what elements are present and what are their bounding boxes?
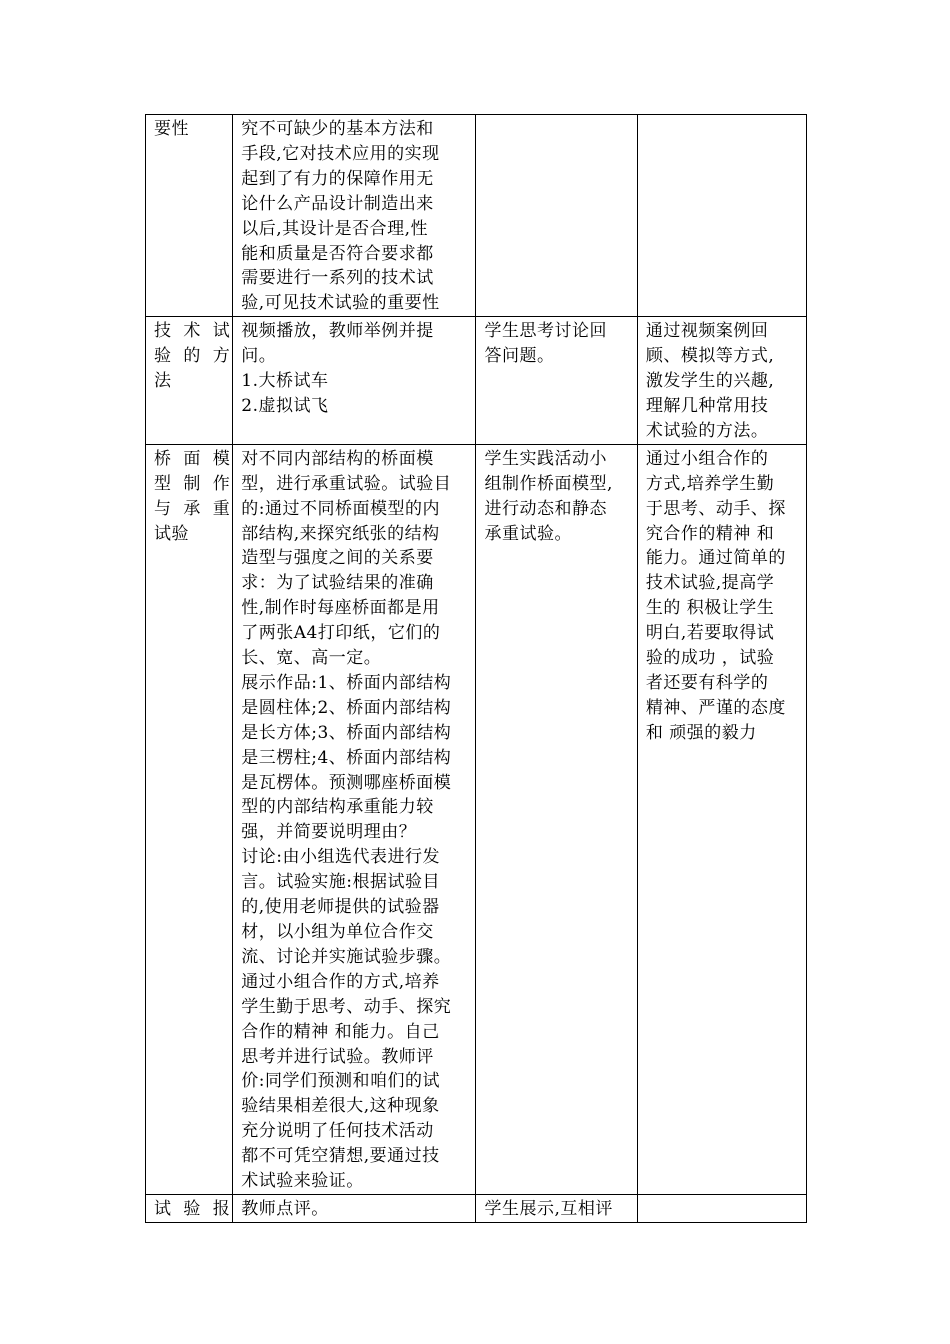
teacher-activity-text: 视频播放，教师举例并提 问。 1.大桥试车 2.虚拟试飞 xyxy=(241,321,434,416)
design-intent-cell xyxy=(637,444,806,1194)
student-activity-text: 学生思考讨论回 答问题。 xyxy=(484,321,607,367)
design-intent-cell xyxy=(637,317,806,445)
table-row xyxy=(146,444,807,1194)
stage-text-line: 与承重 xyxy=(154,498,231,519)
stage-text-line: 桥面模 xyxy=(154,448,231,469)
teacher-activity-text: 对不同内部结构的桥面模 型，进行承重试验。试验目 的:通过不同桥面模型的内 部结构,来探究纸张的结构 造型与强度之间的关系要 求：为了试验结果的准确 性,制作时每座桥面都是用 了两张A4打印纸，它们的 长、宽、高一定。 展示作品:1、桥面内部结构 是圆柱体;2、桥面内部结构 是长方体;3、桥面内部结构 是三楞柱;4、桥面内部结构 是瓦楞体。预测哪座桥面模 型的内部结构承重能力较 强，并简要说明理由？ 讨论:由小组选代表进行发 言。试验实施:根据试验目 的,使用老师提供的试验器 材，以小组为单位合作交 流、讨论并实施试验步骤。 通过小组合作的方式,培养 学生勤于思考、动手、探究 合作的精神 和能力。自己 思考并进行试验。教师评 价:同学们预测和咱们的试 验结果相差很大,这种现象 充分说明了任何技术活动 都不可凭空猜想,要通过技 术试验来验证。 xyxy=(241,448,452,1192)
design-intent-cell xyxy=(637,115,806,317)
teacher-activity-text: 究不可缺少的基本方法和 手段,它对技术应用的实现 起到了有力的保障作用无 论什么产品设计制造出来 以后,其设计是否合理,性 能和质量是否符合要求都 需要进行一系列的技术试 验,可见技术试验的重要性 xyxy=(241,119,440,314)
teacher-activity-cell xyxy=(233,115,476,317)
table-row xyxy=(146,317,807,445)
table-row xyxy=(146,1194,807,1222)
table-row xyxy=(146,115,807,317)
stage-cell xyxy=(146,1194,233,1222)
stage-text-line: 法 xyxy=(154,371,172,392)
teacher-activity-cell xyxy=(233,317,476,445)
teacher-activity-cell xyxy=(233,444,476,1194)
teacher-activity-text: 教师点评。 xyxy=(241,1198,329,1219)
teacher-activity-cell xyxy=(233,1194,476,1222)
design-intent-text: 通过小组合作的 方式,培养学生勤 于思考、动手、探 究合作的精神 和 能力。通过简单的 技术试验,提高学 生的 积极让学生 明白,若要取得试 验的成功 ，试验 者还要有科学的 精神、严谨的态度 和 顽强的毅力 xyxy=(645,448,786,743)
stage-text-line: 试验报 xyxy=(154,1198,231,1219)
stage-cell xyxy=(146,115,233,317)
student-activity-cell xyxy=(476,444,637,1194)
stage-text-line: 试验 xyxy=(154,523,189,544)
design-intent-text: 通过视频案例回 顾、模拟等方式, 激发学生的兴趣, 理解几种常用技 术试验的方法。 xyxy=(645,321,775,441)
student-activity-cell xyxy=(476,1194,637,1222)
student-activity-cell xyxy=(476,317,637,445)
stage-cell xyxy=(146,444,233,1194)
stage-text-line: 技术试 xyxy=(154,321,231,342)
stage-text-line: 型制作 xyxy=(154,473,231,494)
student-activity-text: 学生展示,互相评 xyxy=(484,1198,613,1219)
stage-cell xyxy=(146,317,233,445)
stage-text: 要性 xyxy=(154,119,189,139)
lesson-plan-table xyxy=(145,114,807,1223)
design-intent-cell xyxy=(637,1194,806,1222)
student-activity-cell xyxy=(476,115,637,317)
student-activity-text: 学生实践活动小 组制作桥面模型, 进行动态和静态 承重试验。 xyxy=(484,448,613,544)
stage-text-line: 验的方 xyxy=(154,346,231,367)
